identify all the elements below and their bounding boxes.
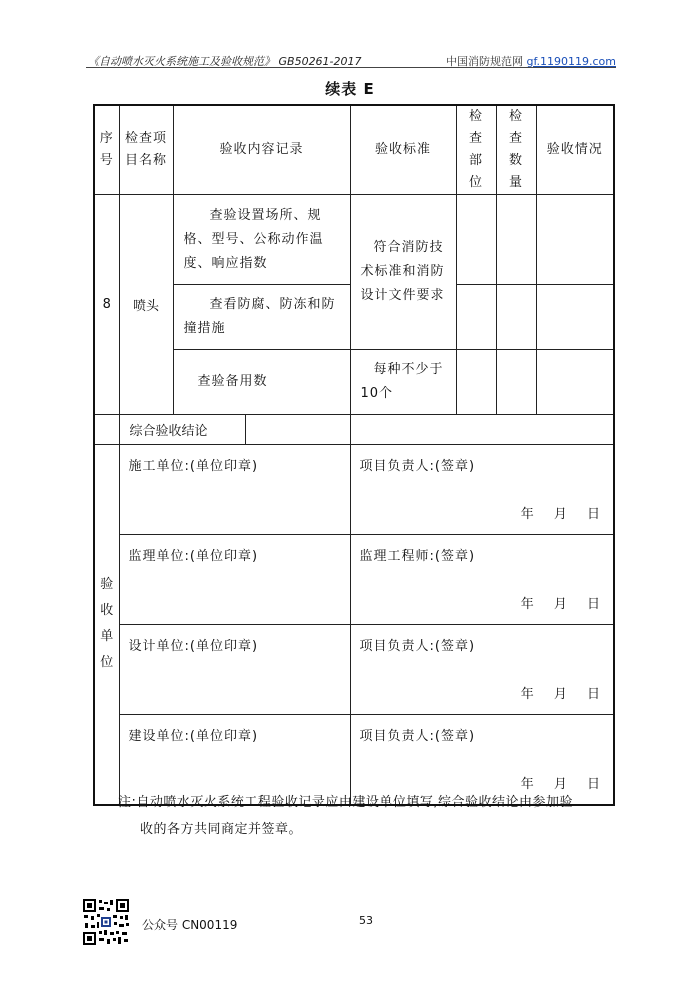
unit-label: 设计单位:(单位印章) <box>128 639 259 654</box>
unit-stamp-cell <box>119 625 350 715</box>
person-label: 项目负责人:(签章) <box>359 459 476 474</box>
table-title: 续表 E <box>325 80 375 98</box>
site-url-link[interactable]: gf.1190119.com <box>526 55 616 68</box>
wechat-account: 公众号 CN00119 <box>142 918 238 932</box>
acceptance-label-char: 位 <box>100 655 114 671</box>
acceptance-units-label <box>94 445 119 805</box>
unit-stamp-cell <box>119 445 350 535</box>
unit-label: 建设单位:(单位印章) <box>128 729 259 744</box>
status-cell <box>536 350 614 415</box>
date-label: 年 月 日 <box>520 776 601 792</box>
position-cell <box>456 350 496 415</box>
item-name: 喷头 <box>119 195 173 415</box>
site-name: 中国消防规范网 <box>445 55 523 68</box>
person-signature-cell <box>350 535 614 625</box>
person-signature-cell <box>350 625 614 715</box>
standard-cell: 每种不少于10个 <box>350 350 456 415</box>
unit-stamp-cell <box>119 535 350 625</box>
col-header-position: 检查部位 <box>456 105 496 195</box>
acceptance-label-char: 单 <box>100 629 114 645</box>
page-number: 53 <box>359 914 373 927</box>
conclusion-value <box>350 415 614 445</box>
col-header-quantity: 检查数量 <box>496 105 536 195</box>
status-cell <box>536 285 614 350</box>
unit-label: 监理单位:(单位印章) <box>128 549 259 564</box>
unit-label: 施工单位:(单位印章) <box>128 459 259 474</box>
col-header-seq: 序号 <box>94 105 119 195</box>
conclusion-divider <box>245 415 246 444</box>
person-label: 项目负责人:(签章) <box>359 729 476 744</box>
status-cell <box>536 195 614 285</box>
person-label: 监理工程师:(签章) <box>359 549 476 564</box>
date-label: 年 月 日 <box>520 597 601 612</box>
qr-code-icon <box>82 898 130 946</box>
acceptance-record-table <box>93 104 615 806</box>
conclusion-label <box>119 415 350 445</box>
acceptance-label-char: 收 <box>100 603 114 619</box>
running-header-title: 《自动喷水灭火系统施工及验收规范》 GB50261-2017 <box>88 55 362 68</box>
position-cell <box>456 195 496 285</box>
item-seq: 8 <box>94 195 119 415</box>
table-note <box>118 789 618 843</box>
col-header-content: 验收内容记录 <box>173 105 350 195</box>
quantity-cell <box>496 350 536 415</box>
conclusion-spacer <box>94 415 119 445</box>
date-label: 年 月 日 <box>520 507 601 522</box>
acceptance-label-char: 验 <box>100 577 114 593</box>
date-label: 年 月 日 <box>520 687 601 702</box>
content-cell: 查验设置场所、规格、型号、公称动作温度、响应指数 <box>173 195 350 285</box>
conclusion-text: 综合验收结论 <box>129 424 208 439</box>
header-rule <box>86 67 616 68</box>
note-line: 注:自动喷水灭火系统工程验收记录应由建设单位填写,综合验收结论由参加验 <box>118 795 574 810</box>
person-label: 项目负责人:(签章) <box>359 639 476 654</box>
col-header-item: 检查项目名称 <box>119 105 173 195</box>
quantity-cell <box>496 285 536 350</box>
content-cell: 查验备用数 <box>173 350 350 415</box>
content-cell: 查看防腐、防冻和防撞措施 <box>173 285 350 350</box>
position-cell <box>456 285 496 350</box>
person-signature-cell <box>350 445 614 535</box>
col-header-standard: 验收标准 <box>350 105 456 195</box>
standard-cell: 符合消防技术标准和消防设计文件要求 <box>350 195 456 350</box>
note-line: 收的各方共同商定并签章。 <box>140 822 303 837</box>
col-header-status: 验收情况 <box>536 105 614 195</box>
quantity-cell <box>496 195 536 285</box>
